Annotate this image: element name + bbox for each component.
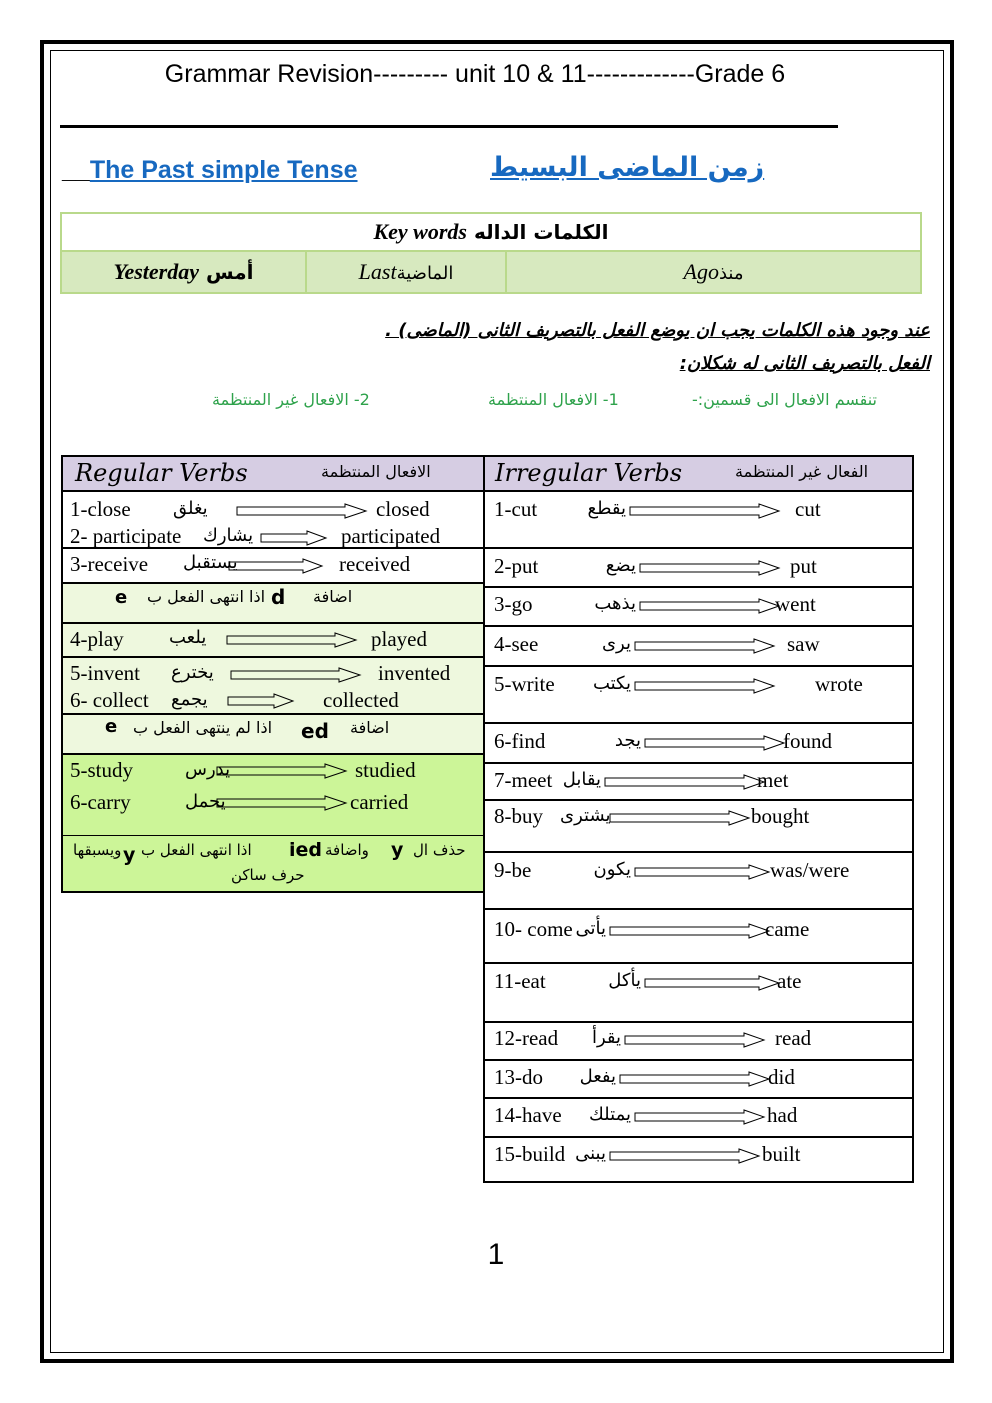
irregular-row (484, 763, 913, 800)
verb-carry: 6-carry (70, 790, 131, 814)
verb-collect: 6- collect (70, 688, 149, 712)
verb-arabic: يجد (614, 730, 641, 751)
verb-arabic: يرى (601, 633, 631, 654)
regular-row-play (62, 623, 484, 657)
arrow-icon (645, 736, 785, 750)
arrow-icon (645, 976, 780, 990)
regular-row-receive (62, 548, 484, 583)
arrow-icon (217, 764, 347, 778)
arrow-icon (635, 1110, 765, 1124)
verb-carry-past: carried (350, 790, 409, 814)
verb-study: 5-study (70, 758, 133, 782)
verb-arabic: يأكل (608, 970, 641, 991)
verb-arabic: يضع (605, 555, 636, 576)
verb-arabic: يبنى (575, 1143, 606, 1164)
verb-study-ar: يدرس (185, 759, 231, 780)
irregular-label: 2- الافعال غير المنتظمة (212, 390, 370, 409)
irregular-row (484, 666, 913, 723)
rule-note: عند وجود هذه الكلمات يجب ان يوضع الفعل بالتصريف الثانى (الماضى) . (385, 320, 930, 341)
verb-invent-past: invented (378, 661, 451, 685)
verb-invent: 5-invent (70, 661, 140, 685)
verb-receive-ar: يستقبل (183, 552, 238, 573)
verb-close-past: closed (376, 497, 430, 521)
verb-arabic: يكون (593, 859, 631, 880)
verb-play-ar: يلعب (169, 627, 207, 648)
verb-participate-ar: يشارك (203, 525, 254, 546)
arrow-icon (635, 679, 775, 693)
rule-add-ied: ويسبقها y اذا انتهى الفعل ب ied واضافة y حذف ال حرف ساكن (62, 836, 484, 893)
arrow-icon (640, 599, 780, 613)
key-words-title-en: Key words (373, 219, 467, 244)
arrow-icon (227, 633, 357, 647)
verb-base: 13-do (494, 1065, 543, 1089)
verb-base: 2-put (494, 554, 539, 578)
arrow-icon (217, 796, 347, 810)
verb-past: ate (777, 969, 802, 993)
regular-group-3 (62, 754, 484, 836)
section-title-text: The Past simple Tense (89, 156, 358, 184)
irregular-row (484, 1137, 913, 1182)
verb-past: was/were (770, 858, 850, 882)
verb-arabic: يقرأ (591, 1027, 621, 1048)
rule-d-end: e (115, 587, 128, 608)
irregular-row (484, 548, 913, 587)
verb-arabic: يقطع (587, 498, 626, 519)
verb-past: met (757, 768, 789, 792)
irregular-row (484, 587, 913, 626)
verb-arabic: يشترى (560, 805, 611, 826)
verb-arabic: يفعل (579, 1066, 616, 1087)
arrow-icon (229, 559, 323, 573)
arrow-icon (610, 811, 750, 825)
verb-base: 5-write (494, 672, 555, 696)
verb-past: wrote (815, 672, 863, 696)
verb-receive-past: received (339, 552, 411, 576)
key-words-table (60, 212, 922, 294)
rule-ed-mid: اذا لم ينتهى الفعل ب (133, 718, 273, 737)
key-word-ago: Agoمنذ (506, 251, 921, 293)
irregular-row (484, 852, 913, 909)
verb-base: 9-be (494, 858, 532, 882)
verb-past: cut (795, 497, 821, 521)
irregular-header (484, 456, 913, 491)
verb-past: did (768, 1065, 795, 1089)
regular-group-2 (62, 657, 484, 714)
arrow-icon (237, 504, 367, 518)
verb-past: came (765, 917, 810, 941)
verb-base: 8-buy (494, 804, 543, 828)
key-word-last: Lastالماضية (306, 251, 506, 293)
verb-base: 10- come (494, 917, 573, 941)
irregular-row (484, 1098, 913, 1137)
irregular-row (484, 800, 913, 852)
irregular-row (484, 1022, 913, 1060)
verb-arabic: يأتى (575, 918, 606, 939)
verb-past: put (790, 554, 817, 578)
verb-carry-ar: يحمل (185, 791, 226, 812)
verb-close: 1-close (70, 497, 131, 521)
verb-past: found (783, 729, 832, 753)
rule-note-forms: الفعل بالتصريف الثانى له شكلان: (679, 353, 930, 374)
arrow-icon (630, 504, 780, 518)
arrow-icon (620, 1072, 770, 1086)
verb-base: 6-find (494, 729, 546, 753)
irregular-row (484, 723, 913, 763)
regular-label: 1- الافعال المنتظمة (488, 390, 619, 409)
verb-base: 12-read (494, 1026, 559, 1050)
section-title-en (62, 156, 358, 185)
irregular-row (484, 909, 913, 963)
arrow-icon (625, 1033, 765, 1047)
arrow-icon (261, 531, 327, 545)
verb-base: 11-eat (494, 969, 546, 993)
irregular-row (484, 626, 913, 666)
regular-header (62, 456, 484, 491)
key-words-header (61, 213, 921, 251)
verb-base: 1-cut (494, 497, 538, 521)
regular-group-1 (62, 491, 484, 548)
page-title: Grammar Revision--------- unit 10 & 11-------------Grade 6 (164, 60, 786, 88)
rule-d-letter: d (271, 585, 286, 609)
verb-base: 15-build (494, 1142, 566, 1166)
verb-receive: 3-receive (70, 552, 149, 576)
verb-arabic: يذهب (594, 593, 636, 614)
rule-add-d (62, 583, 484, 623)
regular-title-en: Regular Verbs (75, 459, 248, 487)
verb-base: 7-meet (494, 768, 553, 792)
verb-past: went (775, 592, 816, 616)
arrow-icon (635, 639, 775, 653)
verb-invent-ar: يخترع (171, 662, 214, 683)
irregular-row (484, 963, 913, 1022)
verb-participate: 2- participate (70, 524, 182, 548)
irregular-title-ar: الفعال غير المنتظمة (735, 462, 869, 481)
verb-arabic: يقابل (562, 769, 601, 790)
verb-study-past: studied (355, 758, 416, 782)
rule-add-ed (62, 714, 484, 754)
rule-ed-end: e (105, 716, 118, 737)
irregular-row (484, 1060, 913, 1098)
rule-d-text: اضافة (313, 587, 353, 606)
rule-ed-letter: ed (301, 719, 329, 743)
verb-base: 4-see (494, 632, 539, 656)
arrow-icon (640, 561, 780, 575)
verb-base: 14-have (494, 1103, 562, 1127)
verb-past: read (775, 1026, 812, 1050)
arrow-icon (610, 924, 770, 938)
verb-collect-ar: يجمع (171, 689, 208, 710)
verb-division-label: تنقسم الافعال الى قسمين:- (692, 390, 877, 409)
rule-d-mid: اذا انتهى الفعل ب (147, 587, 266, 606)
verb-participate-past: participated (341, 524, 441, 548)
verb-close-ar: يغلق (173, 498, 208, 519)
irregular-verbs-table (483, 455, 914, 1183)
arrow-icon (228, 694, 294, 708)
key-word-yesterday: Yesterday أمس (61, 251, 306, 293)
verb-arabic: يمتلك (589, 1104, 631, 1125)
verb-play: 4-play (70, 627, 124, 651)
page-number: 1 (487, 1238, 505, 1271)
verb-collect-past: collected (323, 688, 399, 712)
section-prefix: __ (62, 156, 90, 184)
rule-ed-text: اضافة (350, 718, 390, 737)
irregular-row (484, 491, 913, 548)
verb-past: had (767, 1103, 798, 1127)
title-underline (60, 125, 838, 128)
key-words-title-ar: الكلمات الداله (473, 220, 609, 244)
regular-verbs-table (61, 455, 485, 893)
verb-base: 3-go (494, 592, 533, 616)
verb-past: bought (751, 804, 810, 828)
regular-title-ar: الافعال المنتظمة (321, 462, 431, 481)
verb-arabic: يكتب (592, 673, 631, 694)
arrow-icon (605, 775, 765, 789)
arrow-icon (231, 668, 361, 682)
verb-past: built (762, 1142, 801, 1166)
irregular-title-en: Irregular Verbs (495, 459, 683, 487)
verb-past: saw (787, 632, 820, 656)
arrow-icon (610, 1149, 760, 1163)
verb-play-past: played (371, 627, 427, 651)
arrow-icon (635, 865, 770, 879)
section-title-ar: زمن الماضى البسيط (490, 152, 765, 183)
